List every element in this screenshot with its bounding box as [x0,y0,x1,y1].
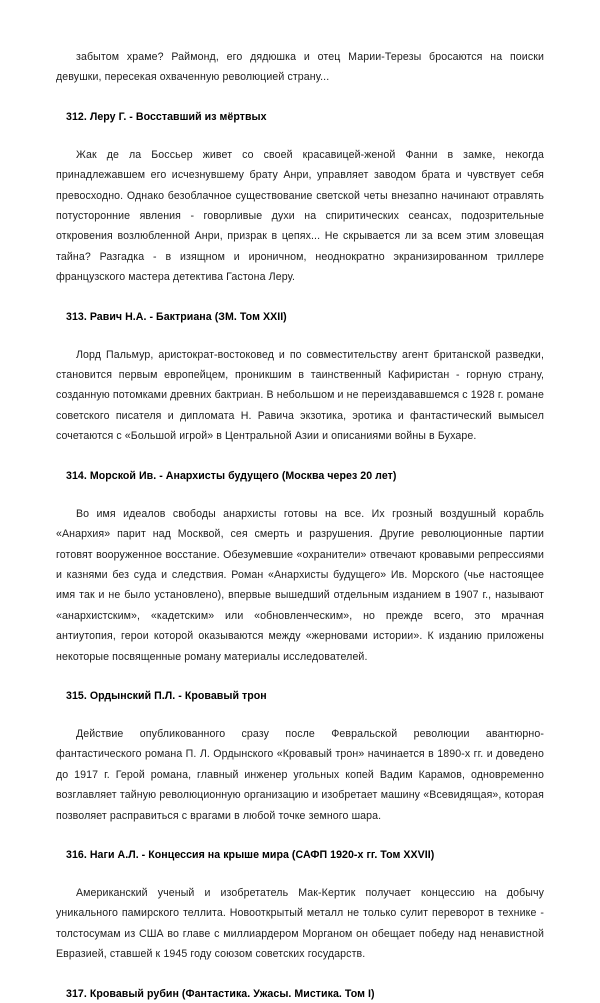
spacer [56,288,544,308]
spacer [56,864,544,883]
spacer [56,826,544,846]
spacer [56,326,544,345]
spacer [56,705,544,724]
entry-heading-315: 315. Ордынский П.Л. - Кровавый трон [66,689,267,702]
spacer [56,447,544,467]
entry-heading-317: 317. Кровавый рубин (Фантастика. Ужасы. Мистика. Том I) [66,987,375,1000]
entry-heading-316: 316. Наги А.Л. - Концессия на крыше мира (САФП 1920-х гг. Том XXVII) [66,848,435,861]
entry-body-316: Американский ученый и изобретатель Мак-Кертик получает концессию на добычу уникального памирского теллита. Новооткрытый металл не только сулит переворот в технике - толстосумам из США во главе с миллиардером Морганом он обещает победу над ненавистной Евразией, ставшей к 1945 году союзом советских государств. [56,886,544,961]
entry-body-315: Действие опубликованного сразу после Февральской революции авантюрно-фантастического романа П. Л. Ордынского «Кровавый трон» начинается в 1890-х гг. и доведено до 1917 г. Герой романа, главный инженер угольных копей Вадим Карамов, одновременно возглавляет тайную революционную организацию и изобретает машину «Всевидящая», которая позволяет расправиться с врагами в любой точке земного шара. [56,727,544,822]
spacer [56,88,544,108]
spacer [56,126,544,145]
intro-paragraph-continuation: забытом храме? Раймонд, его дядюшка и отец Марии-Терезы бросаются на поиски девушки, пересекая охваченную революцией страну... [56,51,544,84]
spacer [56,965,544,985]
entry-heading-312: 312. Леру Г. - Восставший из мёртвых [66,110,267,123]
spacer [56,667,544,687]
entry-heading-314: 314. Морской Ив. - Анархисты будущего (Москва через 20 лет) [66,469,397,482]
entry-body-313: Лорд Пальмур, аристократ-востоковед и по совместительству агент британской разведки, становится первым европейцем, проникшим в таинственный Кафиристан - горную страну, созданную потомками древних бактриан. В небольшом и не переиздававшемся с 1928 г. романе советского писателя и дипломата Н. Равича экзотика, эротика и фантастический вымысел сочетаются с «Большой игрой» в Центральной Азии и описаниями войны в Бухаре. [56,348,544,443]
entry-heading-313: 313. Равич Н.А. - Бактриана (ЗМ. Том XXII) [66,310,287,323]
entry-body-314: Во имя идеалов свободы анархисты готовы на все. Их грозный воздушный корабль «Анархия» парит над Москвой, сея смерть и разрушения. Другие революционные партии готовят вооруженное восстание. Обезумевшие «охранители» отвечают кровавыми репрессиями и казнями без суда и следствия. Роман «Анархисты будущего» Ив. Морского (чье настоящее имя так и не было установлено), впервые вышедший отдельным изданием в 1907 г., называют «анархистским», «кадетским» или «обновленческим», но прежде всего, это мрачная антиутопия, герои которой оказываются между «жерновами истории». К изданию приложены некоторые посвященные роману материалы исследователей. [56,507,544,663]
entry-body-312: Жак де ла Боссьер живет со своей красавицей-женой Фанни в замке, некогда принадлежавшем его исчезнувшему брату Анри, управляет заводом брата и чувствует себя превосходно. Однако безоблачное существование светской четы внезапно начинают отравлять потусторонние явления - говорливые духи на спиритических сеансах, подозрительные откровения возлюбленной Анри, призрак в цепях... Не скрывается ли за всем этим зловещая тайна? Разгадка - в изящном и ироничном, неоднократно экранизированном триллере французского мастера детектива Гастона Леру. [56,148,544,284]
spacer [56,485,544,504]
